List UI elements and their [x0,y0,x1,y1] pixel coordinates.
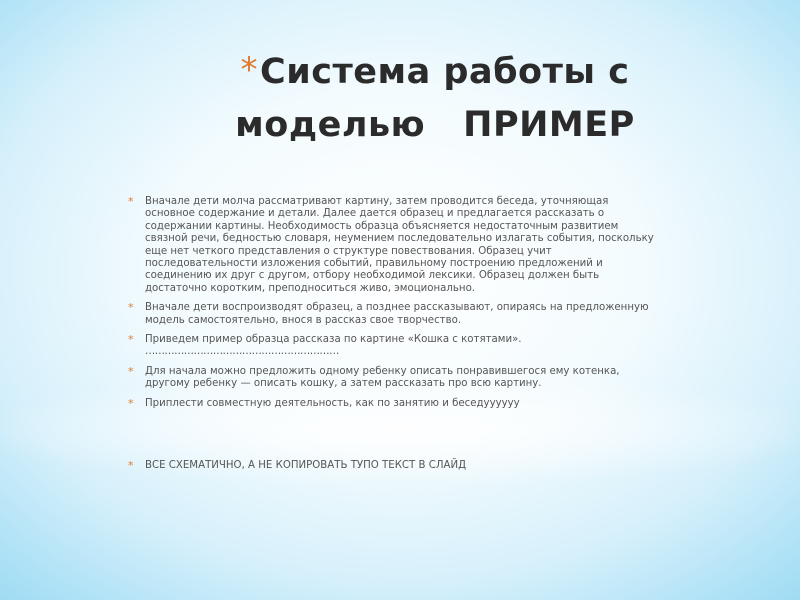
dotted-line: …………………………………………………… [145,346,339,358]
bullet-text: Для начала можно предложить одному ребенку описать понравившегося ему котенка, другому ребенку — описать кошку, а затем рассказать про всю картину. [145,365,620,390]
asterisk-icon: * [128,333,134,347]
slide-title [200,44,670,152]
asterisk-icon: * [128,301,134,315]
bullet-item-1 [128,196,658,295]
bullet-item-4 [128,366,658,391]
asterisk-icon: * [128,396,134,410]
asterisk-icon: * [128,195,134,208]
bullet-item-3 [128,334,658,359]
bullet-list [128,196,658,480]
bullet-text: Приплести совместную деятельность, как по занятию и беседуууууу [145,397,520,409]
title-line-1 [200,44,670,99]
asterisk-icon: * [240,50,259,90]
bullet-text: Вначале дети молча рассматривают картину, затем проводится беседа, уточняющая основное содержание и детали. Далее дается образец и предлагается рассказать о содержании картины. Необходимость образца объясняется недостаточным развитием связной речи, бедностью словаря, неумением последовательно излагать события, поскольку еще нет четкого представления о структуре повествования. Образец учит последовательности изложения событий, правильному построению предложений и соединению их друг с другом, отбору необходимой лексики. Образец должен быть достаточно коротким, преподноситься живо, эмоционально. [145,196,654,294]
bullet-text: Вначале дети воспроизводят образец, а позднее рассказывают, опираясь на предложенную модель самостоятельно, внося в рассказ свое творчество. [145,302,649,326]
asterisk-icon: * [128,364,134,378]
title-text-line-2: моделью ПРИМЕР [235,105,635,145]
bullet-text: ВСЕ СХЕМАТИЧНО, А НЕ КОПИРОВАТЬ ТУПО ТЕКСТ В СЛАЙД [145,460,467,472]
bullet-text: Приведем пример образца рассказа по картине «Кошка с котятами». [145,334,522,346]
title-text-line-1: Система работы с [260,52,630,92]
asterisk-icon: * [128,459,134,473]
bullet-item-2 [128,302,658,327]
bullet-item-6 [128,460,658,472]
bullet-item-5 [128,398,658,410]
